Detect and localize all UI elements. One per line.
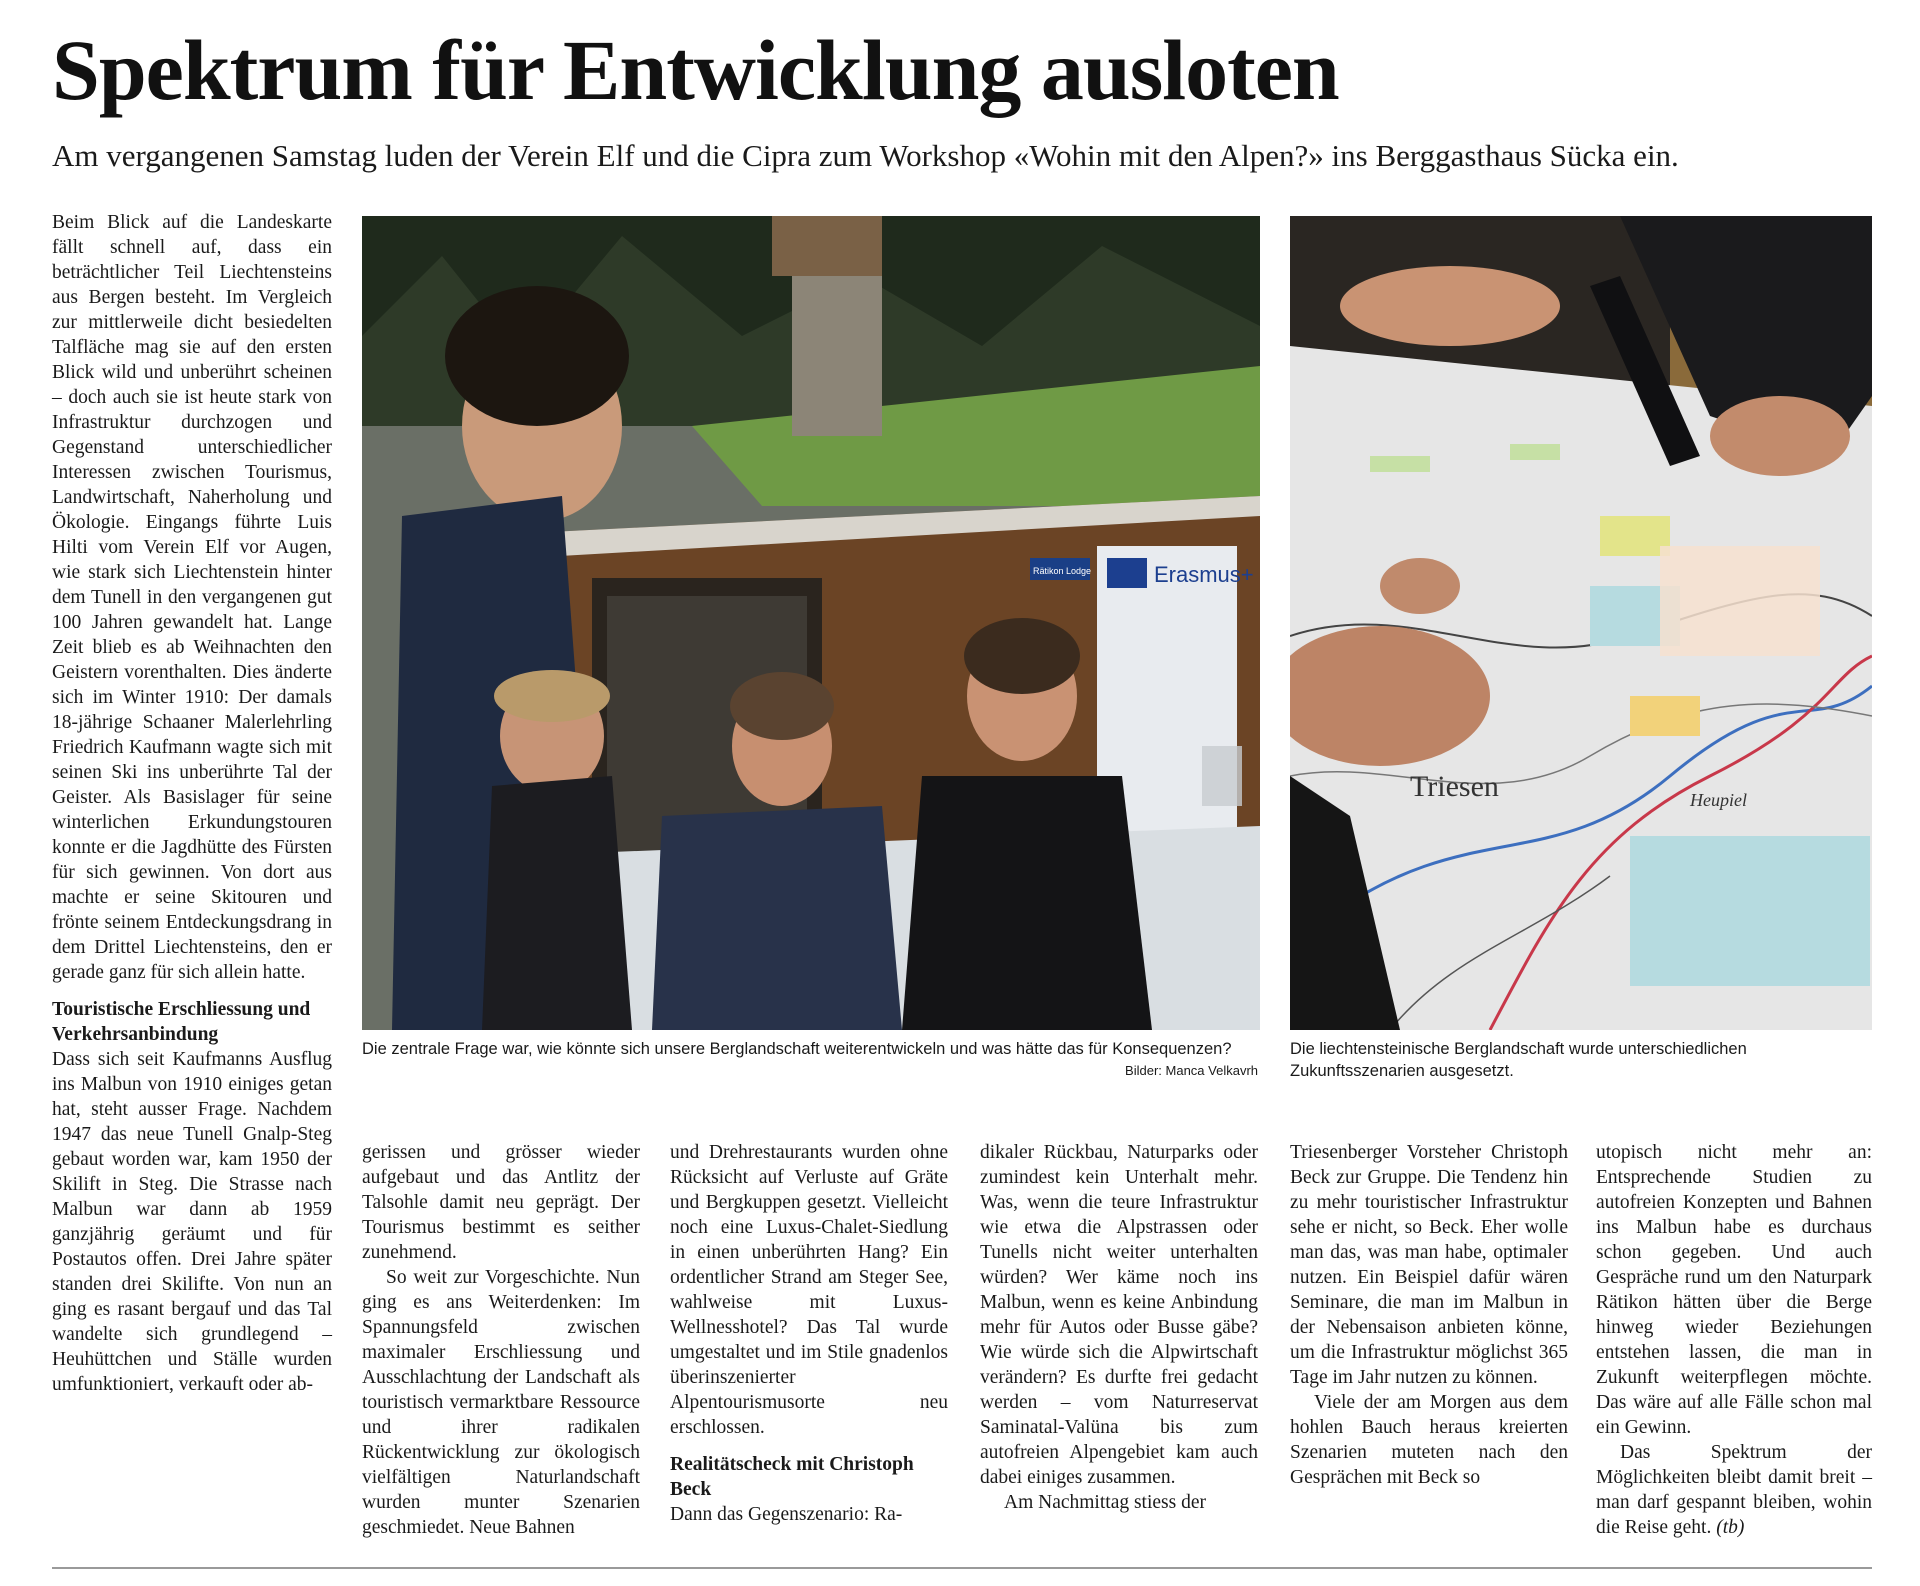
paragraph-tourism: Dass sich seit Kaufmanns Ausflug ins Malbun von 1910 einiges getan hat, steht ausser Frage. Nachdem 1947 das neue Tunell Gnalp-Steg gebaut worden war, kam 1950 der Skilift in Steg. Die Strasse nach Malbun war dann ab 1959 ganzjährig geräumt und für Postautos offen. Drei Jahre später standen drei Skilifte. Von nun an ging es rasant bergauf und das Tal wandelte sich grundlegend – Heuhüttchen und Ställe wurden umfunktioniert, verkauft oder ab-	[52, 1049, 332, 1395]
photo-workshop-group	[362, 216, 1260, 1030]
paragraph-studies: utopisch nicht mehr an: Entsprechende Studien zu autofreien Konzepten und Bahnen ins Malbun habe es durchaus schon gegeben. Und auch Gespräche rund um den Naturpark Rätikon hätten über die Berge hinweg wieder Beziehungen entstehen lassen, die man in Zukunft weiterpflegen möchte. Das wäre auf alle Fälle schon mal ein Gewinn.	[1596, 1142, 1872, 1438]
section-heading-reality-check: Realitätscheck mit Christoph Beck	[670, 1454, 914, 1500]
photo-credit: Bilder: Manca Velkavrh	[1125, 1063, 1258, 1078]
headline: Spektrum für Entwicklung ausloten	[52, 22, 1339, 118]
paragraph-scenarios: So weit zur Vorgeschichte. Nun ging es ans Weiterdenken: Im Spannungsfeld zwischen maximaler Erschliessung und Ausschlachtung der Landschaft als touristisch vermarktbare Ressource und ihrer radikalen Rückentwicklung zur ökologisch vielfältigen Naturlandschaft wurden munter Szenarien geschmiedet. Neue Bahnen	[362, 1267, 640, 1538]
paragraph-beck: Triesenberger Vorsteher Christoph Beck zur Gruppe. Die Tendenz hin zu mehr touristischer Infrastruktur sehe er nicht, so Beck. Eher wolle man das, was man habe, optimaler nutzen. Ein Beispiel dafür wären Seminare, die man im Malbun in der Nebensaison anbieten könne, um die Infrastruktur möglichst 365 Tage im Jahr nutzen zu können.	[1290, 1142, 1568, 1388]
text-column-5	[1290, 1140, 1568, 1490]
text-column-3	[670, 1140, 948, 1527]
subheadline: Am vergangenen Samstag luden der Verein Elf und die Cipra zum Workshop «Wohin mit den Alpen?» ins Berggasthaus Sücka ein.	[52, 138, 1679, 173]
section-heading-tourism: Touristische Erschliessung und Verkehrsanbindung	[52, 999, 311, 1045]
paragraph-history-end: gerissen und grösser wieder aufgebaut und das Antlitz der Talsohle damit neu geprägt. Der Tourismus bestimmt es seither zunehmend.	[362, 1142, 640, 1263]
paragraph-conclusion	[1596, 1440, 1872, 1540]
intro-paragraph: Beim Blick auf die Landeskarte fällt schnell auf, dass ein beträchtlicher Teil Liechtensteins aus Bergen besteht. Im Vergleich zur mittlerweile dicht besiedelten Talfläche mag sie auf den ersten Blick wild und unberührt scheinen – doch auch sie ist heute stark von Infrastruktur durchzogen und Gegenstand unterschiedlicher Interessen zwischen Tourismus, Landwirtschaft, Naherholung und Ökologie. Eingangs führte Luis Hilti vom Verein Elf vor Augen, wie stark sich Liechtenstein hinter dem Tunell in den vergangenen gut 100 Jahren gewandelt hat. Lange Zeit blieb es ab Weihnachten den Geistern vorenthalten. Dies änderte sich im Winter 1910: Der damals 18-jährige Schaaner Malerlehrling Friedrich Kaufmann wagte sich mit seinen Ski ins unberührte Tal der Geister. Als Basislager für seine winterlichen Erkundungstouren konnte er die Jagdhütte des Fürsten für sich gewinnen. Von dort aus machte er seine Skitouren und frönte seinem Entdeckungsdrang in dem Drittel Liechtensteins, den er gerade ganz für sich allein hatte.	[52, 212, 332, 983]
paragraph-counter-scenario: Dann das Gegenszenario: Ra-	[670, 1504, 903, 1525]
photo-caption-right: Die liechtensteinische Berglandschaft wurde unterschiedlichen Zukunftsszenarien ausgesetzt.	[1290, 1040, 1747, 1080]
photo-map-table	[1290, 216, 1872, 1030]
paragraph-morning-scenarios: Viele der am Morgen aus dem hohlen Bauch heraus kreierten Szenarien muteten nach den Gesprächen mit Beck so	[1290, 1392, 1568, 1488]
paragraph-rewilding: dikaler Rückbau, Naturparks oder zumindest kein Unterhalt mehr. Was, wenn die teure Infrastruktur wie etwa die Alpstrassen oder Tunells nicht weiter unterhalten würden? Wer käme noch ins Malbun, wenn es keine Anbindung mehr für Autos oder Busse gäbe? Wie würde sich die Alpwirtschaft verändern? Es durfte frei gedacht werden – vom Naturreservat Saminatal-Valüna bis zum autofreien Alpengebiet kam auch dabei einiges zusammen.	[980, 1142, 1258, 1488]
paragraph-development: und Drehrestaurants wurden ohne Rücksicht auf Verluste auf Gräte und Bergkuppen gesetzt. Vielleicht noch eine Luxus-Chalet-Siedlung in einen unberührten Hang? Ein ordentlicher Strand am Steger See, wahlweise mit Luxus-Wellnesshotel? Das Tal wurde umgestaltet und im Stile gnadenlos überinszenierter Alpentourismusorte neu erschlossen.	[670, 1142, 948, 1438]
map-place-label: Triesen	[1410, 770, 1499, 803]
map-place-label-2: Heupiel	[1690, 790, 1747, 810]
photo-caption-left: Die zentrale Frage war, wie könnte sich unsere Berglandschaft weiterentwickeln und was hätte das für Konsequenzen?	[362, 1040, 1232, 1058]
erasmus-sign-text: Erasmus+	[1154, 562, 1254, 587]
text-column-1	[52, 210, 332, 1397]
text-column-4	[980, 1140, 1258, 1515]
text-column-6	[1596, 1140, 1872, 1540]
conclusion-text: Das Spektrum der Möglichkeiten bleibt damit breit – man darf gespannt bleiben, wohin die Reise geht.	[1596, 1442, 1872, 1538]
author-initials: (tb)	[1716, 1517, 1745, 1538]
paragraph-afternoon: Am Nachmittag stiess der	[1004, 1492, 1206, 1513]
bottom-rule	[52, 1567, 1872, 1569]
door-sign-text: Rätikon Lodge	[1033, 566, 1092, 576]
text-column-2	[362, 1140, 640, 1540]
